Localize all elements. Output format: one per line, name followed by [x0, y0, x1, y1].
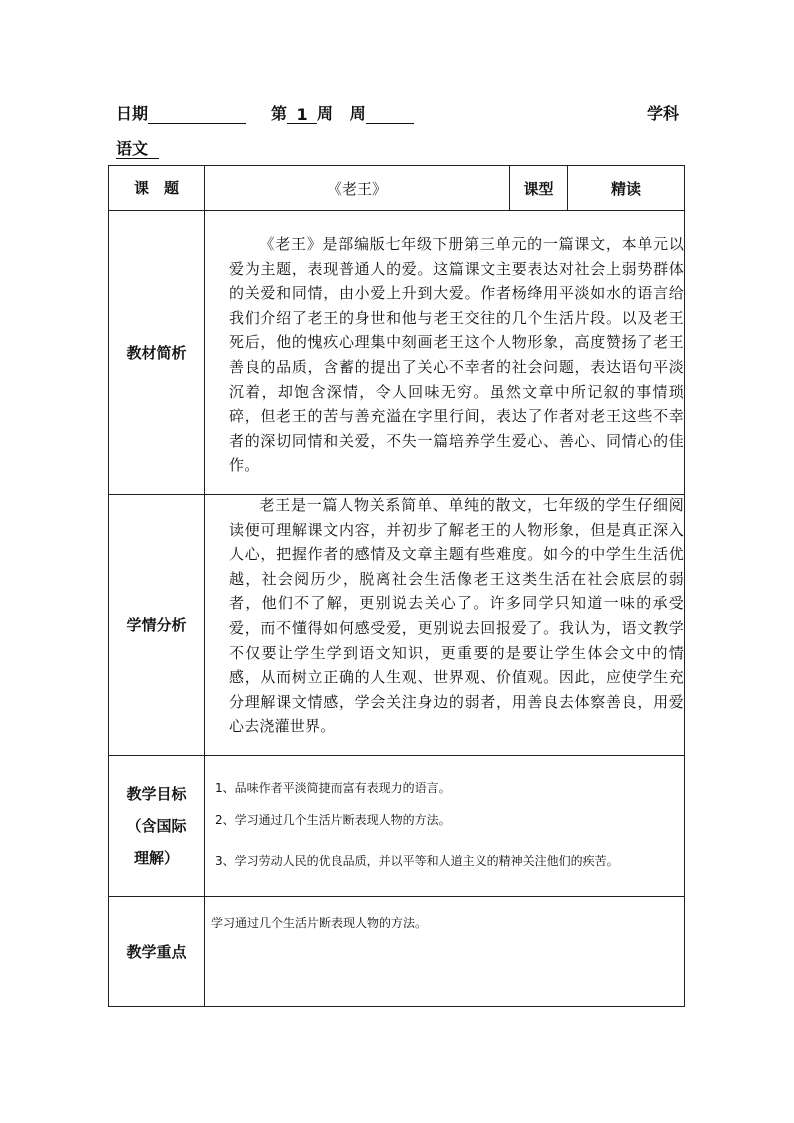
teaching-goals-row: [109, 756, 684, 897]
date-field: [116, 101, 246, 124]
header-line: [116, 101, 679, 125]
date-label: 日期: [116, 104, 149, 123]
key-point-text: 学习通过几个生活片断表现人物的方法。: [211, 916, 428, 930]
goal-item-3: 3、学习劳动人民的优良品质，并以平等和人道主义的精神关注他们的疾苦。: [215, 854, 619, 868]
key-point-label: 教学重点: [126, 942, 187, 961]
subject-value-bound: 语文: [116, 139, 149, 158]
key-point-row: [109, 897, 684, 1006]
week-suffix: 周: [317, 104, 334, 123]
week-blank: [366, 105, 414, 124]
date-blank: [148, 105, 246, 124]
topic-value: 《老王》: [326, 179, 387, 198]
lesson-plan-table: [108, 165, 685, 1007]
divider: [204, 211, 205, 494]
textbook-analysis-row: [109, 211, 684, 495]
topic-label: 课 题: [133, 179, 179, 197]
week-field: [271, 101, 414, 124]
student-analysis-content: 老王是一篇人物关系简单、单纯的散文，七年级的学生仔细阅读便可理解课文内容，并初步了解老王的人物形象，但是真正深入人心，把握作者的感情及文章主题有些难度。如今的中学生生活优越，社会阅历少，脱离社会生活像老王这类生活在社会底层的弱者，他们不了解，更别说去关心了。许多同学只知道一味的承受爱，而不懂得如何感受爱，更别说去回报爱了。我认为，语文教学不仅要让学生学到语文知识，更重要的是要让学生体会文中的情感，从而树立正确的人生观、世界观、价值观。因此，应使学生充分理解课文情感，学会关注身边的弱者，用善良去体察善良，用爱心去浇灌世界。: [229, 496, 684, 736]
subject-value-text: [116, 139, 159, 159]
divider: [204, 756, 205, 896]
goals-label-line-1: 教学目标: [126, 785, 187, 803]
teaching-goals-label-lines: [126, 778, 186, 874]
type-value: 精读: [610, 179, 641, 198]
week-prefix: 第: [271, 104, 288, 123]
teaching-goals-label: [109, 756, 204, 896]
goal-item-1: 1、品味作者平淡简捷而富有表现力的语言。: [215, 781, 451, 795]
goals-label-line-3: 理解）: [133, 849, 179, 867]
subject-value: [116, 136, 159, 159]
subject-label: 学科: [646, 104, 679, 123]
goals-label-line-2: （含国际: [126, 817, 187, 835]
week-number-blank: [287, 105, 317, 124]
student-analysis-row: [109, 495, 684, 756]
textbook-analysis-text: [229, 232, 684, 478]
topic-row: [109, 166, 684, 211]
student-analysis-text: [229, 493, 684, 739]
student-analysis-label: 学情分析: [126, 616, 187, 634]
goal-item-2: 2、学习通过几个生活片断表现人物的方法。: [215, 813, 451, 827]
textbook-analysis-label: 教材简析: [126, 343, 187, 362]
textbook-analysis-content: 《老王》是部编版七年级下册第三单元的一篇课文，本单元以爱为主题，表现普通人的爱。这篇课文主要表达对社会上弱势群体的关爱和同情，由小爱上升到大爱。作者杨绛用平淡如水的语言给我们介绍了老王的身世和他与老王交往的几个生活片段。以及老王死后，他的愧疚心理集中刻画老王这个人物形象，高度赞扬了老王善良的品质，含蓄的提出了关心不幸者的社会问题，表达语句平淡沉着，却饱含深情，令人回味无穷。虽然文章中所记叙的事情琐碎，但老王的苦与善充溢在字里行间，表达了作者对老王这些不幸者的深切同情和关爱，不失一篇培养学生爱心、善心、同情心的佳作。: [229, 235, 684, 475]
week-number: 1: [296, 105, 308, 124]
divider: [204, 897, 205, 1006]
divider: [204, 495, 205, 755]
week-label: 周: [349, 104, 366, 123]
type-label: 课型: [523, 179, 554, 198]
